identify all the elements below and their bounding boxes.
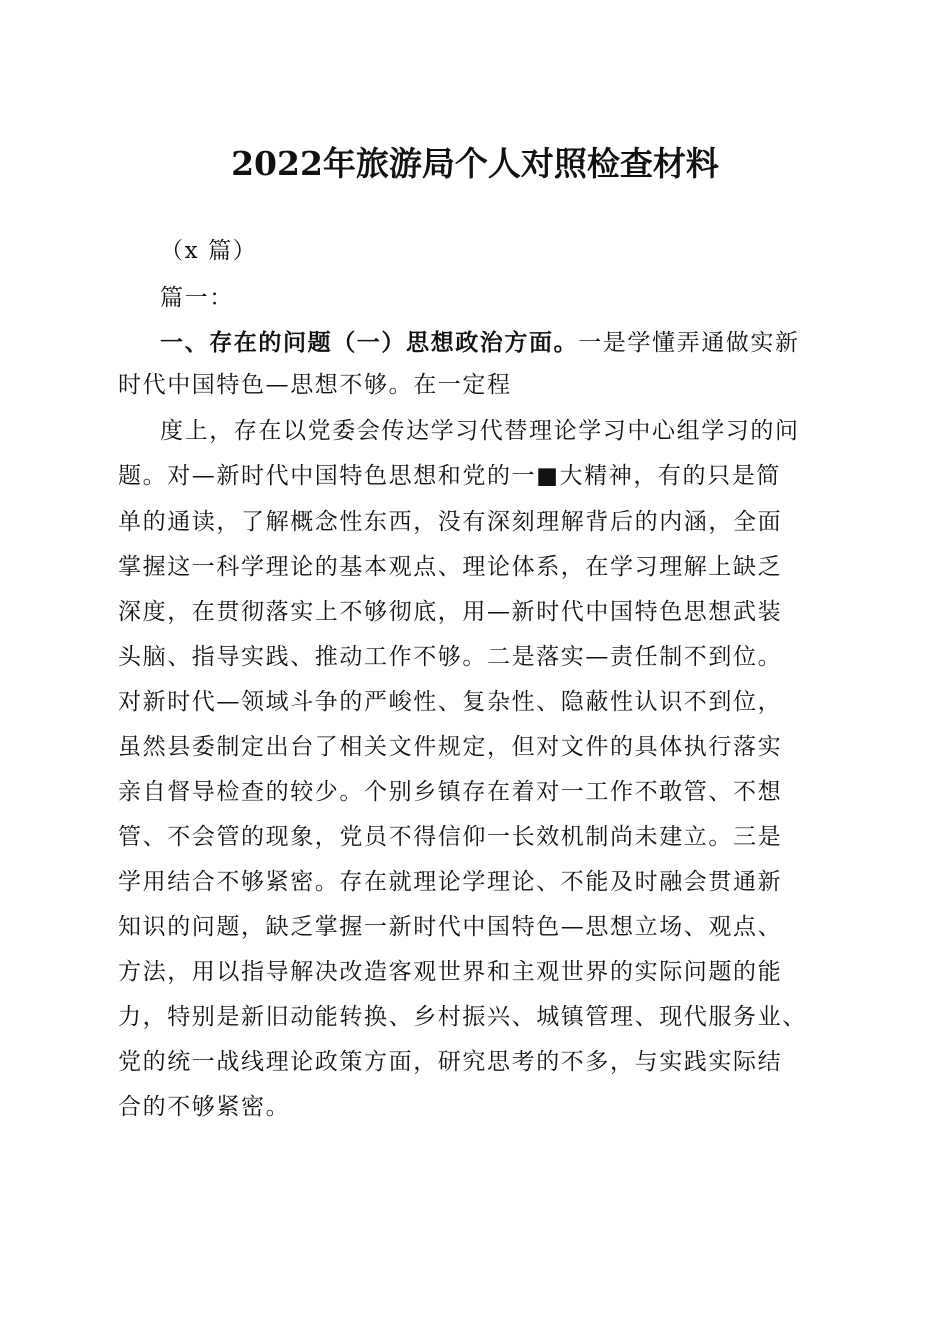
body-line: 亲自督导检查的较少。个别乡镇存在着对一工作不敢管、不想 [118,779,783,805]
body-line: 掌握这一科学理论的基本观点、理论体系，在学习理解上缺乏 [118,554,783,580]
body-line: 方法，用以指导解决改造客观世界和主观世界的实际问题的能 [118,959,783,985]
body-line: 管、不会管的现象，党员不得信仰一长效机制尚未建立。三是 [118,824,783,850]
body-line: 题。对—新时代中国特色思想和党的一■大精神，有的只是简 [118,463,781,489]
body-line: 知识的问题，缺乏掌握一新时代中国特色—思想立场、观点、 [118,914,783,940]
body-line: 学用结合不够紧密。存在就理论学理论、不能及时融会贯通新 [118,869,783,895]
body-line: 对新时代—领域斗争的严峻性、复杂性、隐蔽性认识不到位， [118,689,783,715]
body-line: 度上，存在以党委会传达学习代替理论学习中心组学习的问 [160,418,800,444]
body-line: 头脑、指导实践、推动工作不够。二是落实—责任制不到位。 [118,644,783,670]
body-line: 力，特别是新旧动能转换、乡村振兴、城镇管理、现代服务业、 [118,1004,807,1030]
body-line: 一是学懂弄通做实新 [578,330,800,356]
section-label: 篇一： [160,285,234,311]
body-line: 合的不够紧密。 [118,1094,291,1120]
body-line: 虽然县委制定出台了相关文件规定，但对文件的具体执行落实 [118,734,783,760]
body-line: 深度，在贯彻落实上不够彻底，用—新时代中国特色思想武装 [118,599,783,625]
section-heading: 一、存在的问题（一）思想政治方面。 [160,329,579,356]
subtitle: （x 篇） [160,238,258,264]
body-line: 党的统一战线理论政策方面，研究思考的不多，与实践实际结 [118,1049,783,1075]
heading-paragraph [160,328,800,358]
document-title: 2022年旅游局个人对照检查材料 [231,144,719,183]
body-line: 单的通读，了解概念性东西，没有深刻理解背后的内涵，全面 [118,509,783,535]
body-line: 时代中国特色—思想不够。在一定程 [118,372,512,398]
